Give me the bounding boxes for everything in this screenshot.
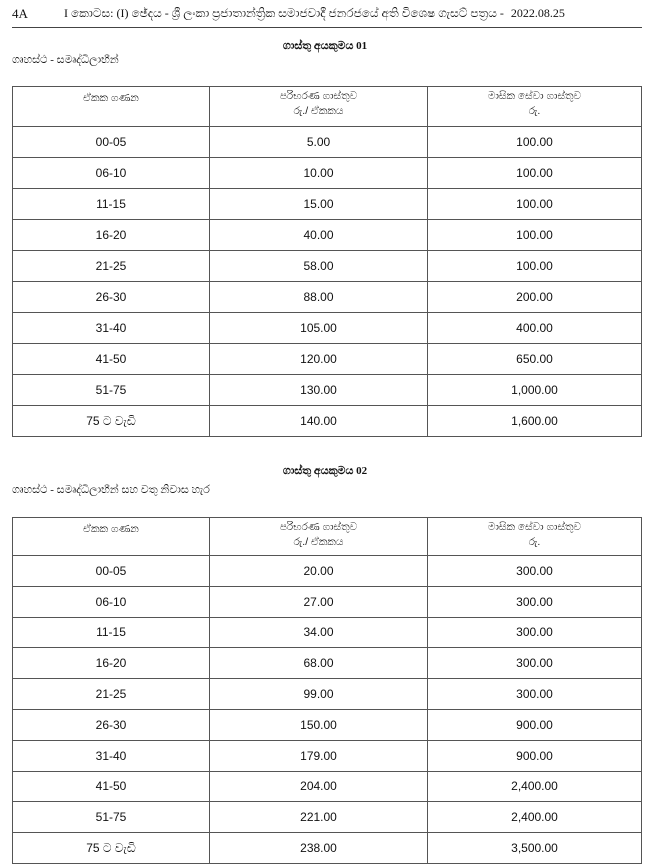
- table-row: [13, 586, 642, 617]
- monthly-charge-cell: 300.00: [428, 679, 642, 710]
- monthly-charge-cell: 2,400.00: [428, 802, 642, 833]
- units-header: ඒකක ගණන: [13, 518, 210, 556]
- unit-range-cell: 26-30: [13, 282, 210, 313]
- unit-range-cell: 51-75: [13, 375, 210, 406]
- running-header: [64, 6, 644, 21]
- unit-range-cell: 06-10: [13, 586, 210, 617]
- unit-range-cell: 21-25: [13, 251, 210, 282]
- monthly-charge-cell: 900.00: [428, 709, 642, 740]
- unit-range-cell: 75 ට වැඩි: [13, 833, 210, 864]
- monthly-charge-header: [428, 87, 642, 127]
- table-row: [13, 740, 642, 771]
- table-row: [13, 709, 642, 740]
- monthly-charge-cell: 100.00: [428, 189, 642, 220]
- unit-range-cell: 51-75: [13, 802, 210, 833]
- monthly-charge-cell: 3,500.00: [428, 833, 642, 864]
- usage-charge-cell: 120.00: [210, 344, 428, 375]
- monthly-charge-cell: 300.00: [428, 586, 642, 617]
- monthly-charge-cell: 1,000.00: [428, 375, 642, 406]
- monthly-charge-header-line1: මාසික සේවා ගාස්තුව: [487, 90, 582, 102]
- usage-charge-header-line1: පරිභරණ ගාස්තුව: [279, 90, 358, 102]
- unit-range-cell: 75 ට වැඩි: [13, 406, 210, 437]
- monthly-charge-cell: 300.00: [428, 617, 642, 648]
- usage-charge-cell: 140.00: [210, 406, 428, 437]
- monthly-charge-cell: 100.00: [428, 220, 642, 251]
- unit-range-cell: 26-30: [13, 709, 210, 740]
- usage-charge-cell: 221.00: [210, 802, 428, 833]
- table-row: [13, 220, 642, 251]
- unit-range-cell: 21-25: [13, 679, 210, 710]
- unit-range-cell: 31-40: [13, 740, 210, 771]
- usage-charge-cell: 105.00: [210, 313, 428, 344]
- table-row: [13, 648, 642, 679]
- usage-charge-header-line1: පරිභරණ ගාස්තුව: [279, 521, 358, 533]
- table-row: [13, 406, 642, 437]
- table-row: [13, 127, 642, 158]
- schedule-1-title: ගාස්තු අයකුමය 01: [282, 40, 368, 52]
- unit-range-cell: 41-50: [13, 771, 210, 802]
- usage-charge-cell: 15.00: [210, 189, 428, 220]
- schedule-2-category: ගෘහස්ථ - සමෘද්ධිලාභීන් සහ වතු නිවාස හැර: [12, 484, 210, 496]
- monthly-charge-header: [428, 518, 642, 556]
- usage-charge-header: [210, 87, 428, 127]
- monthly-charge-cell: 100.00: [428, 127, 642, 158]
- monthly-charge-cell: 100.00: [428, 251, 642, 282]
- table-row: [13, 251, 642, 282]
- usage-charge-cell: 204.00: [210, 771, 428, 802]
- usage-charge-header-line2: රු./ ඒකකය: [293, 536, 344, 548]
- table-row: [13, 158, 642, 189]
- table-row: [13, 802, 642, 833]
- monthly-charge-cell: 100.00: [428, 158, 642, 189]
- table-row: [13, 556, 642, 587]
- monthly-charge-cell: 2,400.00: [428, 771, 642, 802]
- usage-charge-header-line2: රු./ ඒකකය: [293, 105, 344, 117]
- unit-range-cell: 11-15: [13, 617, 210, 648]
- monthly-charge-header-line1: මාසික සේවා ගාස්තුව: [487, 521, 582, 533]
- monthly-charge-cell: 200.00: [428, 282, 642, 313]
- gazette-title: I කොටස: (I) ඡේදය - ශ්‍රී ලංකා ප්‍රජාතාන්ත්‍රික සමාජවාදී ජනරජයේ අති විශෙෂ ගැසට් පත්‍රය -: [64, 6, 504, 20]
- monthly-charge-cell: 900.00: [428, 740, 642, 771]
- table-row: [13, 617, 642, 648]
- unit-range-cell: 11-15: [13, 189, 210, 220]
- table-row: [13, 375, 642, 406]
- monthly-charge-cell: 300.00: [428, 648, 642, 679]
- monthly-charge-cell: 300.00: [428, 556, 642, 587]
- unit-range-cell: 16-20: [13, 220, 210, 251]
- unit-range-cell: 00-05: [13, 127, 210, 158]
- table-row: [13, 771, 642, 802]
- usage-charge-cell: 5.00: [210, 127, 428, 158]
- unit-range-cell: 00-05: [13, 556, 210, 587]
- unit-range-cell: 41-50: [13, 344, 210, 375]
- schedule-2-title: ගාස්තු අයකුමය 02: [282, 465, 368, 477]
- units-header: ඒකක ගණන: [13, 87, 210, 127]
- monthly-charge-cell: 400.00: [428, 313, 642, 344]
- table-header-row: [13, 87, 642, 127]
- schedule-2-table: [12, 517, 642, 864]
- usage-charge-header: [210, 518, 428, 556]
- page-number: 4A: [12, 6, 28, 21]
- gazette-date: 2022.08.25: [510, 6, 565, 20]
- usage-charge-cell: 238.00: [210, 833, 428, 864]
- usage-charge-cell: 179.00: [210, 740, 428, 771]
- unit-range-cell: 31-40: [13, 313, 210, 344]
- usage-charge-cell: 34.00: [210, 617, 428, 648]
- usage-charge-cell: 68.00: [210, 648, 428, 679]
- usage-charge-cell: 20.00: [210, 556, 428, 587]
- unit-range-cell: 06-10: [13, 158, 210, 189]
- table-row: [13, 344, 642, 375]
- table-row: [13, 679, 642, 710]
- usage-charge-cell: 99.00: [210, 679, 428, 710]
- table-row: [13, 313, 642, 344]
- table-row: [13, 833, 642, 864]
- schedule-1-category: ගෘහස්ථ - සමෘද්ධිලාභීන්: [12, 54, 119, 66]
- usage-charge-cell: 27.00: [210, 586, 428, 617]
- table-row: [13, 282, 642, 313]
- monthly-charge-cell: 650.00: [428, 344, 642, 375]
- schedule-1-table: [12, 86, 642, 437]
- unit-range-cell: 16-20: [13, 648, 210, 679]
- monthly-charge-header-line2: රු.: [528, 105, 541, 117]
- monthly-charge-cell: 1,600.00: [428, 406, 642, 437]
- table-header-row: [13, 518, 642, 556]
- usage-charge-cell: 150.00: [210, 709, 428, 740]
- table-row: [13, 189, 642, 220]
- usage-charge-cell: 130.00: [210, 375, 428, 406]
- usage-charge-cell: 40.00: [210, 220, 428, 251]
- usage-charge-cell: 58.00: [210, 251, 428, 282]
- header-rule: [12, 27, 642, 28]
- usage-charge-cell: 88.00: [210, 282, 428, 313]
- monthly-charge-header-line2: රු.: [528, 536, 541, 548]
- usage-charge-cell: 10.00: [210, 158, 428, 189]
